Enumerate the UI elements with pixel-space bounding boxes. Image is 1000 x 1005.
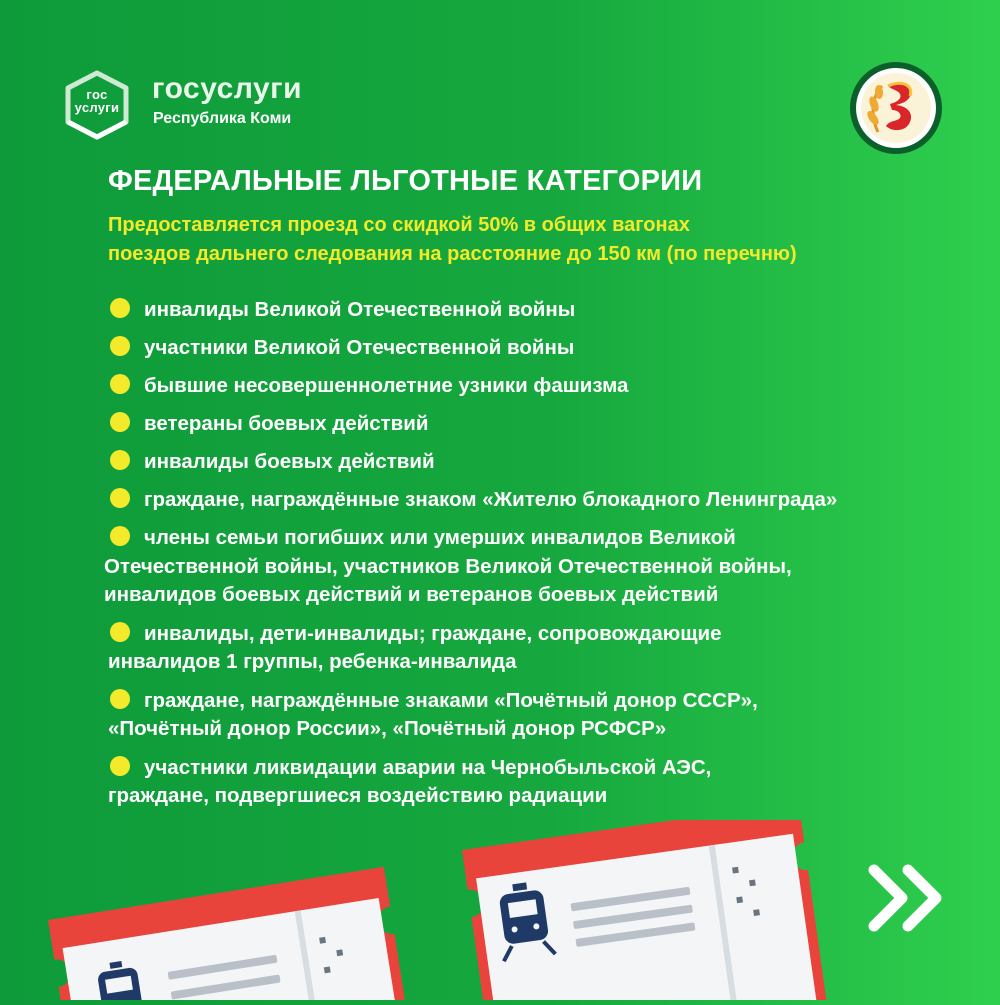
list-item — [108, 687, 978, 744]
bullet-icon — [110, 689, 130, 709]
benefit-list — [104, 296, 978, 821]
logo-text-line1: гос — [86, 87, 108, 102]
bullet-icon — [110, 526, 130, 546]
logo-text — [64, 88, 130, 114]
train-ticket-icon — [462, 820, 828, 1000]
list-item-text: инвалиды, дети-инвалиды; граждане, сопровождающие — [144, 621, 722, 645]
list-item — [108, 296, 978, 324]
bullet-icon — [110, 450, 130, 470]
bullet-icon — [110, 756, 130, 776]
list-item-text: инвалидов 1 группы, ребенка-инвалида — [108, 650, 517, 673]
list-item-text: бывшие несовершеннолетние узники фашизма — [144, 374, 629, 397]
list-item — [108, 448, 978, 476]
list-item-text: члены семьи погибших или умерших инвалидов Великой — [144, 526, 736, 549]
brand-name: госуслуги — [152, 72, 303, 105]
list-item-text: инвалидов боевых действий и ветеранов боевых действий — [104, 583, 719, 606]
list-item — [108, 754, 978, 811]
list-item-text: «Почётный донор России», «Почётный донор РСФСР» — [108, 717, 667, 740]
list-item — [108, 334, 978, 362]
subtitle-line1: Предоставляется проезд со скидкой 50% в общих вагонах — [108, 214, 690, 236]
list-item — [108, 620, 978, 677]
list-item — [104, 524, 978, 610]
logo-text-line2: услуги — [74, 100, 120, 115]
bullet-icon — [110, 336, 130, 356]
train-ticket-icon — [48, 867, 415, 1000]
list-item-text: инвалиды Великой Отечественной войны — [144, 298, 576, 321]
bullet-icon — [110, 412, 130, 432]
bullet-icon — [110, 488, 130, 508]
bullet-icon — [110, 374, 130, 394]
subtitle — [108, 211, 968, 269]
tickets-illustration — [0, 820, 1000, 1000]
list-item-text: инвалиды боевых действий — [144, 450, 435, 473]
regional-emblem-icon — [848, 60, 944, 156]
bullet-icon — [110, 298, 130, 318]
list-item-text: граждане, подвергшиеся воздействию радиации — [108, 784, 608, 807]
list-item-text: участники ликвидации аварии на Чернобыльской АЭС, — [144, 755, 712, 779]
list-item-text: граждане, награждённые знаком «Жителю блокадного Ленинграда» — [144, 488, 838, 511]
bullet-icon — [110, 622, 130, 642]
list-item — [108, 410, 978, 438]
list-item-text: ветераны боевых действий — [144, 412, 429, 435]
list-item-text: Отечественной войны, участников Великой Отечественной войны, — [104, 554, 792, 578]
list-item — [108, 486, 978, 514]
subtitle-line2: поездов дальнего следования на расстояние до 150 км (по перечню) — [108, 243, 797, 265]
list-item — [108, 372, 978, 400]
list-item-text: граждане, награждённые знаками «Почётный донор СССР», — [144, 688, 758, 712]
gosuslugi-logo — [62, 70, 132, 140]
page-title: ФЕДЕРАЛЬНЫЕ ЛЬГОТНЫЕ КАТЕГОРИИ — [108, 165, 703, 197]
double-chevron-right-icon[interactable] — [866, 862, 950, 934]
brand-region: Республика Коми — [153, 110, 292, 127]
list-item-text: участники Великой Отечественной войны — [144, 336, 575, 359]
